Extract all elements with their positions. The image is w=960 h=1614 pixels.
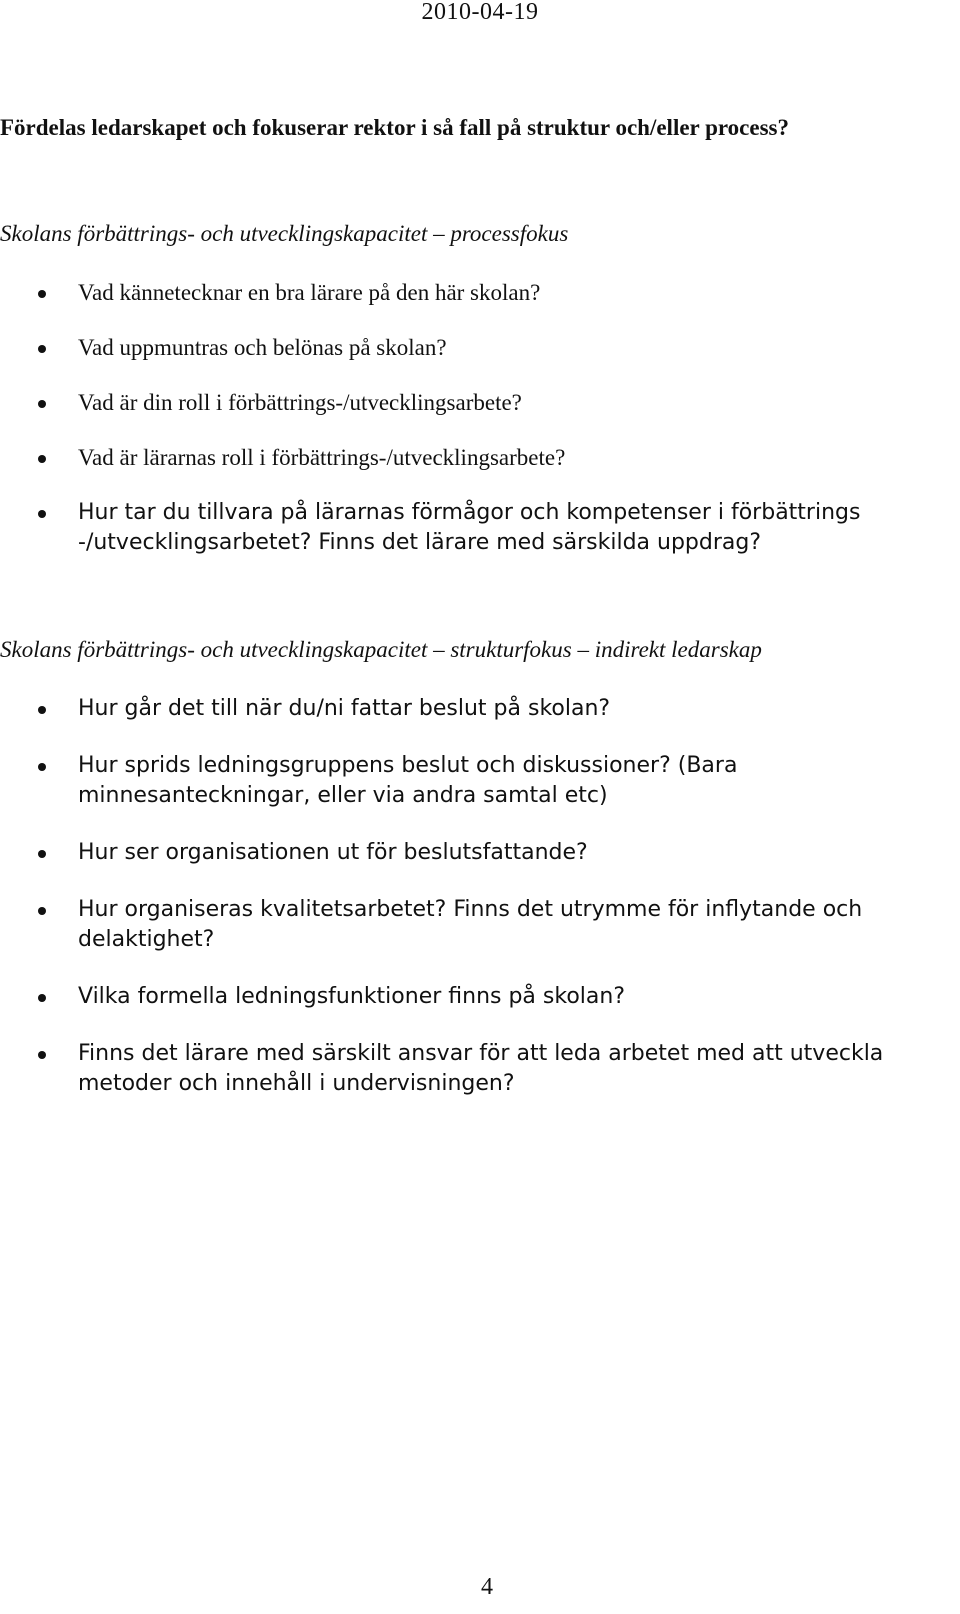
- question-text: Finns det lärare med särskilt ansvar för att leda arbetet med att utveckla metoder och innehåll i undervisningen?: [78, 1041, 884, 1096]
- section-heading-strukturfokus: Skolans förbättrings- och utvecklingskapacitet – strukturfokus – indirekt ledarskap: [0, 637, 762, 662]
- bullet-icon: [38, 706, 46, 714]
- list-item: [0, 895, 950, 955]
- page-date: 2010-04-19: [421, 0, 539, 25]
- bullet-icon: [38, 455, 46, 463]
- list-item: [0, 694, 950, 724]
- bullet-icon: [38, 290, 46, 298]
- list-item: [0, 982, 950, 1012]
- question-text: Vad kännetecknar en bra lärare på den här skolan?: [78, 280, 541, 305]
- list-item: [0, 388, 950, 418]
- bullet-icon: [38, 763, 46, 771]
- question-text: Hur ser organisationen ut för beslutsfattande?: [78, 840, 588, 865]
- list-item: [0, 333, 950, 363]
- list-item: [0, 498, 950, 558]
- question-text: Vad är din roll i förbättrings-/utvecklingsarbete?: [78, 390, 522, 415]
- list-item: [0, 278, 950, 308]
- section-heading-processfokus: Skolans förbättrings- och utvecklingskapacitet – processfokus: [0, 221, 569, 246]
- question-text: Vad uppmuntras och belönas på skolan?: [78, 335, 447, 360]
- question-text: Hur tar du tillvara på lärarnas förmågor och kompetenser i förbättrings -/utvecklingsarbetet? Finns det lärare med särskilda uppdrag?: [78, 500, 861, 555]
- bullet-icon: [38, 850, 46, 858]
- list-item: [0, 751, 950, 811]
- list-item: [0, 838, 950, 868]
- question-list-processfokus: [0, 278, 950, 583]
- question-text: Hur sprids ledningsgruppens beslut och diskussioner? (Bara minnesanteckningar, eller via andra samtal etc): [78, 753, 738, 808]
- bullet-icon: [38, 994, 46, 1002]
- bullet-icon: [38, 510, 46, 518]
- question-text: Vilka formella ledningsfunktioner finns på skolan?: [78, 984, 626, 1009]
- question-text: Vad är lärarnas roll i förbättrings-/utvecklingsarbete?: [78, 445, 566, 470]
- bullet-icon: [38, 907, 46, 915]
- question-text: Hur går det till när du/ni fattar beslut på skolan?: [78, 696, 611, 721]
- bullet-icon: [38, 400, 46, 408]
- list-item: [0, 1039, 950, 1099]
- list-item: [0, 443, 950, 473]
- bullet-icon: [38, 1051, 46, 1059]
- question-text: Hur organiseras kvalitetsarbetet? Finns det utrymme för inflytande och delaktighet?: [78, 897, 863, 952]
- question-list-strukturfokus: [0, 694, 950, 1126]
- page-number: 4: [481, 1574, 493, 1600]
- page-title: Fördelas ledarskapet och fokuserar rektor i så fall på struktur och/eller process?: [0, 115, 789, 140]
- bullet-icon: [38, 345, 46, 353]
